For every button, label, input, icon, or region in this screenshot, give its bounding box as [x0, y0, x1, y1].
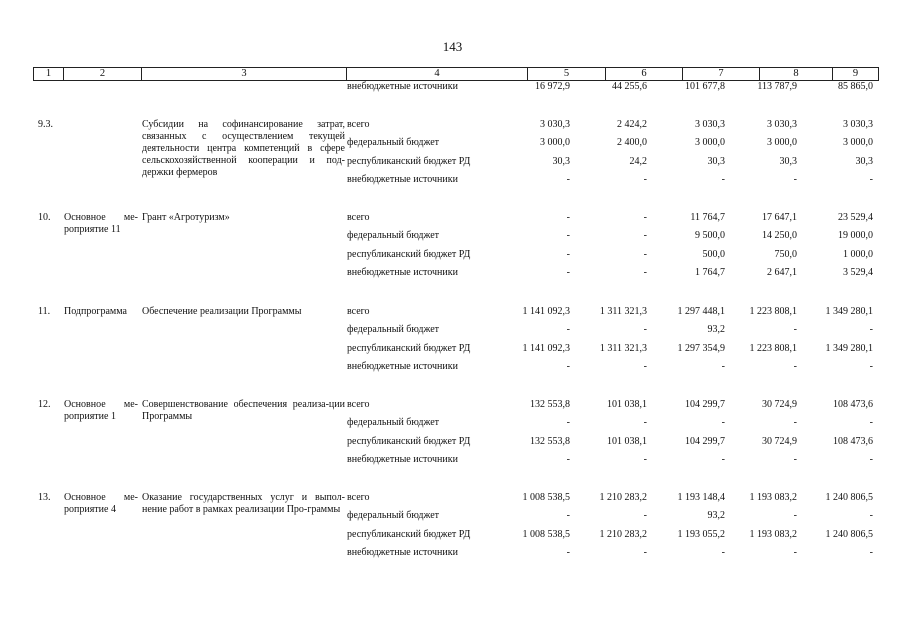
- source-label: всего: [347, 306, 370, 317]
- value-cell: -: [643, 174, 647, 185]
- top-row-value: 44 255,6: [612, 81, 647, 92]
- source-label: внебюджетные источники: [347, 267, 458, 278]
- value-cell: 1 008 538,5: [522, 492, 570, 503]
- value-cell: 750,0: [774, 249, 797, 260]
- source-label: республиканский бюджет РД: [347, 156, 471, 167]
- value-cell: 500,0: [702, 249, 725, 260]
- value-cell: 1 349 280,1: [825, 306, 873, 317]
- value-cell: 1 764,7: [695, 267, 725, 278]
- value-cell: 30,3: [552, 156, 570, 167]
- row-type: Подпрограмма: [64, 306, 127, 317]
- value-cell: 23 529,4: [838, 212, 873, 223]
- value-cell: 108 473,6: [833, 436, 873, 447]
- row-number: 9.3.: [38, 119, 53, 130]
- value-cell: -: [566, 324, 570, 335]
- value-cell: -: [793, 547, 797, 558]
- source-label: всего: [347, 119, 370, 130]
- top-row-value: 101 677,8: [685, 81, 725, 92]
- value-cell: 30,3: [855, 156, 873, 167]
- value-cell: 2 400,0: [617, 137, 647, 148]
- value-cell: 1 240 806,5: [825, 492, 873, 503]
- header-col-2: 2: [63, 68, 141, 80]
- value-cell: 1 223 808,1: [749, 306, 797, 317]
- page-number: 143: [442, 39, 463, 54]
- value-cell: -: [566, 230, 570, 241]
- value-cell: 30,3: [779, 156, 797, 167]
- value-cell: -: [793, 174, 797, 185]
- value-cell: -: [566, 454, 570, 465]
- source-label: внебюджетные источники: [347, 361, 458, 372]
- row-name: Субсидии на софинансирование затрат, связанных с осуществлением текущей деятельности центра компетенций в сфере сельскохозяйственной кооперации и под-держки фермеров: [142, 119, 345, 178]
- value-cell: -: [869, 547, 873, 558]
- value-cell: 1 000,0: [843, 249, 873, 260]
- header-col-7: 7: [682, 68, 759, 80]
- row-name: Грант «Агротуризм»: [142, 212, 230, 223]
- source-label: республиканский бюджет РД: [347, 343, 471, 354]
- source-label: всего: [347, 492, 370, 503]
- value-cell: -: [643, 510, 647, 521]
- value-cell: 1 210 283,2: [599, 492, 647, 503]
- value-cell: 17 647,1: [762, 212, 797, 223]
- value-cell: 1 193 083,2: [749, 529, 797, 540]
- value-cell: -: [869, 510, 873, 521]
- value-cell: 1 193 055,2: [677, 529, 725, 540]
- value-cell: -: [566, 417, 570, 428]
- value-cell: -: [721, 454, 725, 465]
- value-cell: 30,3: [707, 156, 725, 167]
- value-cell: -: [643, 417, 647, 428]
- source-label: федеральный бюджет: [347, 137, 440, 148]
- value-cell: 93,2: [707, 324, 725, 335]
- value-cell: -: [793, 417, 797, 428]
- source-label: федеральный бюджет: [347, 510, 440, 521]
- table-header: [33, 67, 879, 81]
- value-cell: -: [643, 361, 647, 372]
- source-label: республиканский бюджет РД: [347, 436, 471, 447]
- value-cell: 3 529,4: [843, 267, 873, 278]
- value-cell: 3 000,0: [767, 137, 797, 148]
- value-cell: 30 724,9: [762, 436, 797, 447]
- header-col-3: 3: [141, 68, 346, 80]
- value-cell: 1 210 283,2: [599, 529, 647, 540]
- value-cell: 2 424,2: [617, 119, 647, 130]
- top-row-value: 113 787,9: [757, 81, 797, 92]
- value-cell: 101 038,1: [607, 399, 647, 410]
- value-cell: -: [566, 267, 570, 278]
- value-cell: -: [643, 230, 647, 241]
- value-cell: 9 500,0: [695, 230, 725, 241]
- value-cell: -: [721, 361, 725, 372]
- value-cell: -: [643, 249, 647, 260]
- value-cell: 1 297 448,1: [677, 306, 725, 317]
- value-cell: 1 311 321,3: [599, 306, 647, 317]
- value-cell: 101 038,1: [607, 436, 647, 447]
- row-number: 10.: [38, 212, 51, 223]
- value-cell: 1 349 280,1: [825, 343, 873, 354]
- header-col-9: 9: [832, 68, 879, 80]
- header-col-8: 8: [759, 68, 832, 80]
- value-cell: -: [721, 547, 725, 558]
- value-cell: 1 311 321,3: [599, 343, 647, 354]
- value-cell: 132 553,8: [530, 436, 570, 447]
- source-label: федеральный бюджет: [347, 324, 440, 335]
- header-col-4: 4: [346, 68, 527, 80]
- source-label: внебюджетные источники: [347, 174, 458, 185]
- value-cell: -: [566, 510, 570, 521]
- source-label: республиканский бюджет РД: [347, 249, 471, 260]
- row-type: Основное ме-роприятие 11: [64, 212, 138, 235]
- value-cell: 1 008 538,5: [522, 529, 570, 540]
- source-label: федеральный бюджет: [347, 230, 440, 241]
- value-cell: -: [793, 454, 797, 465]
- value-cell: 1 141 092,3: [522, 306, 570, 317]
- value-cell: 3 030,3: [540, 119, 570, 130]
- value-cell: 3 000,0: [540, 137, 570, 148]
- row-name: Оказание государственных услуг и выпол-нение работ в рамках реализации Про-граммы: [142, 492, 345, 515]
- row-number: 12.: [38, 399, 51, 410]
- top-row-source: внебюджетные источники: [347, 81, 458, 92]
- row-type: Основное ме-роприятие 1: [64, 399, 138, 422]
- value-cell: -: [869, 174, 873, 185]
- value-cell: -: [793, 510, 797, 521]
- value-cell: 93,2: [707, 510, 725, 521]
- value-cell: -: [869, 324, 873, 335]
- value-cell: 1 297 354,9: [677, 343, 725, 354]
- value-cell: -: [566, 361, 570, 372]
- value-cell: 3 030,3: [767, 119, 797, 130]
- value-cell: -: [721, 174, 725, 185]
- value-cell: 2 647,1: [767, 267, 797, 278]
- value-cell: -: [793, 324, 797, 335]
- value-cell: 3 030,3: [843, 119, 873, 130]
- value-cell: 1 141 092,3: [522, 343, 570, 354]
- value-cell: -: [869, 454, 873, 465]
- value-cell: 132 553,8: [530, 399, 570, 410]
- row-type: Основное ме-роприятие 4: [64, 492, 138, 515]
- value-cell: -: [869, 361, 873, 372]
- header-col-5: 5: [527, 68, 605, 80]
- top-row-value: 85 865,0: [838, 81, 873, 92]
- value-cell: 1 193 083,2: [749, 492, 797, 503]
- value-cell: 1 193 148,4: [677, 492, 725, 503]
- value-cell: 1 240 806,5: [825, 529, 873, 540]
- value-cell: -: [566, 547, 570, 558]
- value-cell: -: [566, 174, 570, 185]
- value-cell: -: [793, 361, 797, 372]
- value-cell: 14 250,0: [762, 230, 797, 241]
- header-col-6: 6: [605, 68, 682, 80]
- row-name: Обеспечение реализации Программы: [142, 306, 302, 317]
- value-cell: -: [643, 454, 647, 465]
- value-cell: 11 764,7: [690, 212, 725, 223]
- value-cell: 3 000,0: [695, 137, 725, 148]
- value-cell: 24,2: [629, 156, 647, 167]
- source-label: внебюджетные источники: [347, 547, 458, 558]
- source-label: федеральный бюджет: [347, 417, 440, 428]
- value-cell: -: [869, 417, 873, 428]
- row-number: 13.: [38, 492, 51, 503]
- value-cell: -: [566, 212, 570, 223]
- source-label: всего: [347, 212, 370, 223]
- value-cell: -: [643, 267, 647, 278]
- value-cell: 3 000,0: [843, 137, 873, 148]
- row-number: 11.: [38, 306, 51, 317]
- value-cell: 30 724,9: [762, 399, 797, 410]
- value-cell: 108 473,6: [833, 399, 873, 410]
- source-label: республиканский бюджет РД: [347, 529, 471, 540]
- row-name: Совершенствование обеспечения реализа-ции Программы: [142, 399, 345, 422]
- top-row-value: 16 972,9: [535, 81, 570, 92]
- value-cell: 104 299,7: [685, 436, 725, 447]
- value-cell: -: [566, 249, 570, 260]
- value-cell: 1 223 808,1: [749, 343, 797, 354]
- value-cell: 19 000,0: [838, 230, 873, 241]
- value-cell: -: [643, 547, 647, 558]
- header-col-1: 1: [33, 68, 63, 80]
- value-cell: -: [643, 324, 647, 335]
- source-label: внебюджетные источники: [347, 454, 458, 465]
- value-cell: 104 299,7: [685, 399, 725, 410]
- source-label: всего: [347, 399, 370, 410]
- value-cell: -: [643, 212, 647, 223]
- value-cell: -: [721, 417, 725, 428]
- value-cell: 3 030,3: [695, 119, 725, 130]
